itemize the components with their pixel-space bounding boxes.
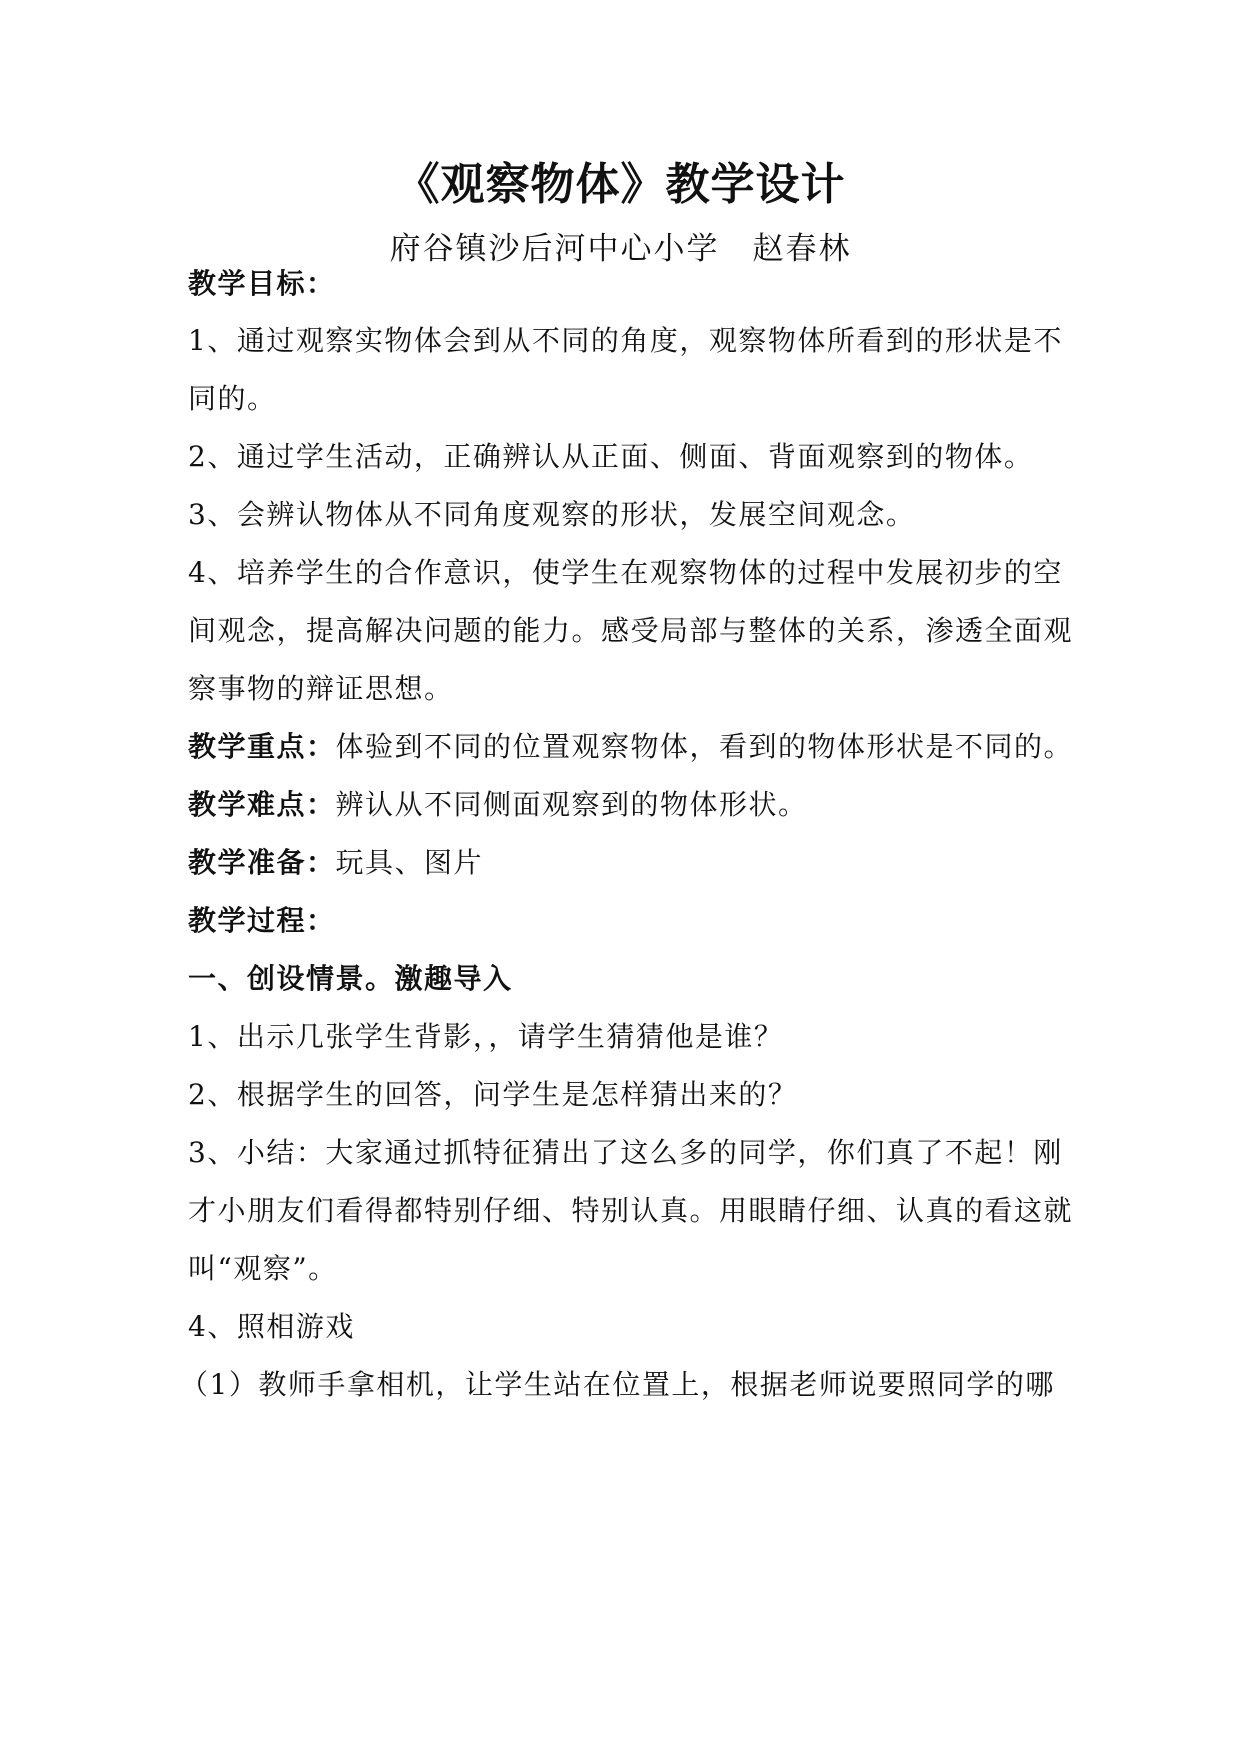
- objective-line-2: 同的。: [188, 382, 277, 415]
- objective-line-7: 察事物的辩证思想。: [188, 672, 454, 705]
- key-point-label: 教学重点：: [188, 730, 336, 763]
- section1-line-5: 叫“观察”。: [188, 1252, 338, 1285]
- objectives-heading: 教学目标：: [188, 267, 336, 300]
- author-line: 府谷镇沙后河中心小学 赵春林: [389, 231, 852, 267]
- section1-heading: 一、创设情景。激趣导入: [188, 962, 513, 995]
- preparation-paragraph: [188, 843, 1058, 883]
- difficulty-text: 辨认从不同侧面观察到的物体形状。: [335, 788, 808, 821]
- objective-line-1: 1、通过观察实物体会到从不同的角度，观察物体所看到的形状是不: [188, 324, 1063, 357]
- section1-line-1: 1、出示几张学生背影，，请学生猜猜他是谁？: [188, 1020, 784, 1053]
- preparation-label: 教学准备：: [188, 846, 336, 879]
- difficulty-label: 教学难点：: [188, 788, 336, 821]
- section1-line-7: （1）教师手拿相机，让学生站在位置上，根据老师说要照同学的哪: [180, 1368, 1055, 1401]
- key-point-paragraph: [188, 727, 1074, 767]
- section1-line-4: 才小朋友们看得都特别仔细、特别认真。用眼睛仔细、认真的看这就: [188, 1194, 1074, 1227]
- document-title: 《观察物体》教学设计: [395, 159, 846, 210]
- section1-line-6: 4、照相游戏: [188, 1310, 355, 1343]
- section1-line-2: 2、根据学生的回答，问学生是怎样猜出来的？: [188, 1078, 798, 1111]
- process-heading: 教学过程：: [188, 904, 336, 937]
- objective-line-3: 2、通过学生活动，正确辨认从正面、侧面、背面观察到的物体。: [188, 440, 1034, 473]
- objective-line-5: 4、培养学生的合作意识，使学生在观察物体的过程中发展初步的空: [188, 556, 1063, 589]
- difficulty-paragraph: [188, 785, 1058, 825]
- key-point-text: 体验到不同的位置观察物体，看到的物体形状是不同的。: [335, 730, 1074, 763]
- section1-line-3: 3、小结：大家通过抓特征猜出了这么多的同学，你们真了不起！刚: [188, 1136, 1063, 1169]
- preparation-text: 玩具、图片: [335, 846, 484, 879]
- objective-line-4: 3、会辨认物体从不同角度观察的形状，发展空间观念。: [188, 498, 916, 531]
- objective-line-6: 间观念，提高解决问题的能力。感受局部与整体的关系，渗透全面观: [188, 614, 1074, 647]
